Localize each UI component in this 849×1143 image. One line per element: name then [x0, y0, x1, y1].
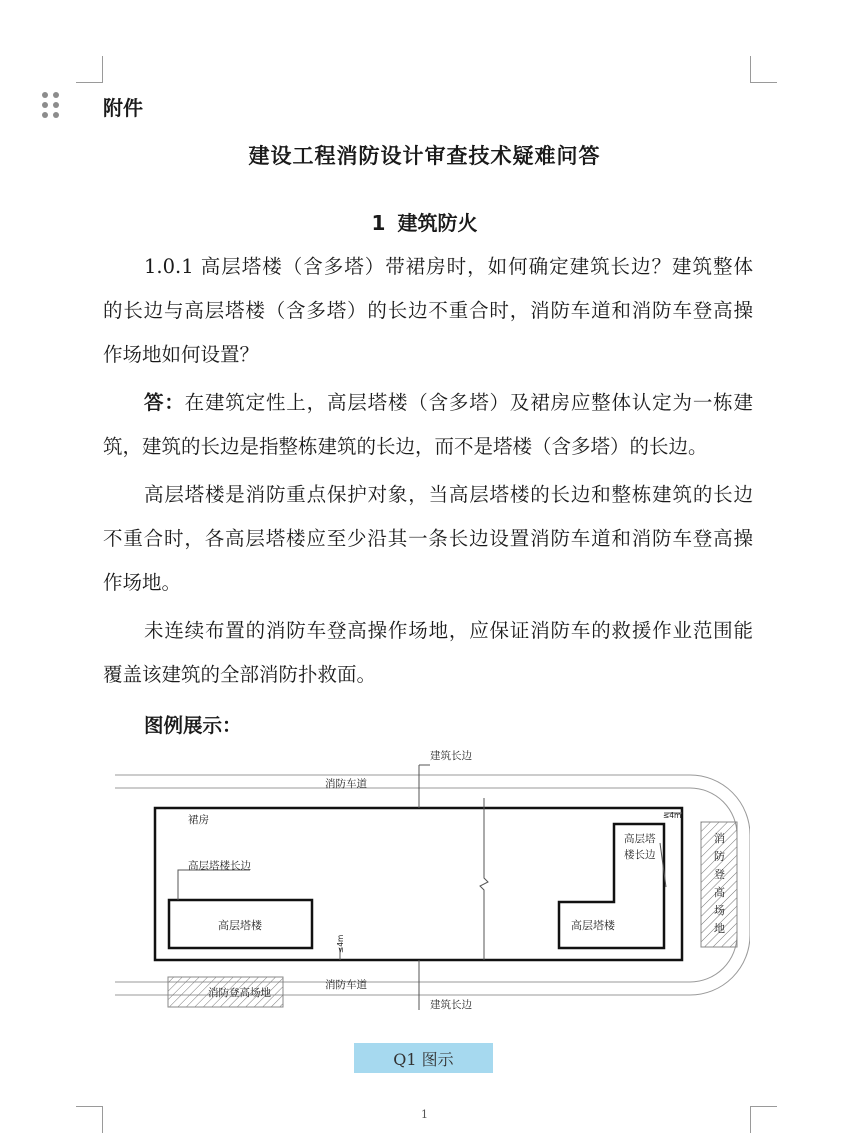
- label-fire-lane-bottom: 消防车道: [325, 979, 367, 991]
- label-fire-lane-top: 消防车道: [325, 778, 367, 790]
- drag-handle-icon[interactable]: [42, 92, 62, 120]
- answer-line-1: [144, 389, 753, 417]
- label-tower-right: 高层塔楼: [571, 919, 615, 932]
- label-tower-long-side: 高层塔楼长边: [188, 860, 251, 872]
- tower-long-side-leader: [178, 870, 250, 900]
- document-title: 建设工程消防设计审查技术疑难问答: [248, 144, 601, 168]
- legend-heading: 图例展示：: [144, 714, 242, 737]
- break-line: [480, 798, 488, 960]
- figure-caption-text: Q1 图示: [393, 1049, 454, 1069]
- label-dim-right: ≤4m: [663, 811, 682, 820]
- label-long-side-top: 建筑长边: [430, 750, 472, 762]
- question-line-3: 作场地如何设置？: [103, 343, 260, 366]
- label-rescue-site-right-2: 防: [714, 850, 725, 863]
- label-rescue-site-right-6: 地: [714, 922, 725, 935]
- answer-line-2: 筑，建筑的长边是指整栋建筑的长边，而不是塔楼（含多塔）的长边。: [103, 435, 708, 458]
- para2-line-2: 不重合时，各高层塔楼应至少沿其一条长边设置消防车道和消防车登高操: [103, 527, 753, 550]
- section-heading: [0, 207, 849, 236]
- question-line-1: 1.0.1 高层塔楼（含多塔）带裙房时，如何确定建筑长边？建筑整体: [144, 255, 753, 278]
- label-tower-right-long-side-2: 楼长边: [624, 849, 656, 861]
- attachment-label: 附件: [103, 96, 143, 120]
- label-rescue-site-right-4: 高: [714, 886, 725, 899]
- answer-text-1: 在建筑定性上，高层塔楼（含多塔）及裙房应整体认定为一栋建: [184, 391, 753, 414]
- label-long-side-bottom: 建筑长边: [430, 999, 472, 1011]
- label-rescue-site-right-1: 消: [714, 832, 725, 845]
- para3-line-2: 覆盖该建筑的全部消防扑救面。: [103, 663, 377, 686]
- question-line-2: 的长边与高层塔楼（含多塔）的长边不重合时，消防车道和消防车登高操: [103, 299, 753, 322]
- fire-lane-diagram: [100, 745, 750, 1024]
- page-number: 1: [421, 1108, 428, 1121]
- label-tower-left: 高层塔楼: [218, 919, 262, 932]
- crop-mark-top-left: [76, 56, 103, 83]
- para3-line-1: 未连续布置的消防车登高操作场地，应保证消防车的救援作业范围能: [144, 619, 753, 642]
- section-title: 建筑防火: [397, 211, 478, 235]
- label-podium: 裙房: [188, 814, 209, 826]
- para2-line-1: 高层塔楼是消防重点保护对象，当高层塔楼的长边和整栋建筑的长边: [144, 483, 753, 506]
- label-rescue-site-bottom: 消防登高场地: [208, 987, 271, 999]
- podium-outline: [155, 808, 682, 960]
- section-number: 1: [371, 211, 386, 235]
- label-rescue-site-right-5: 场: [714, 904, 725, 917]
- para2-line-3: 作场地。: [103, 571, 182, 594]
- label-tower-right-long-side-1: 高层塔: [624, 833, 656, 845]
- answer-label: 答：: [144, 391, 185, 414]
- label-dim-left: ≤4m: [336, 934, 345, 953]
- crop-mark-top-right: [750, 56, 777, 83]
- figure-caption: [354, 1043, 493, 1073]
- label-rescue-site-right-3: 登: [714, 868, 725, 881]
